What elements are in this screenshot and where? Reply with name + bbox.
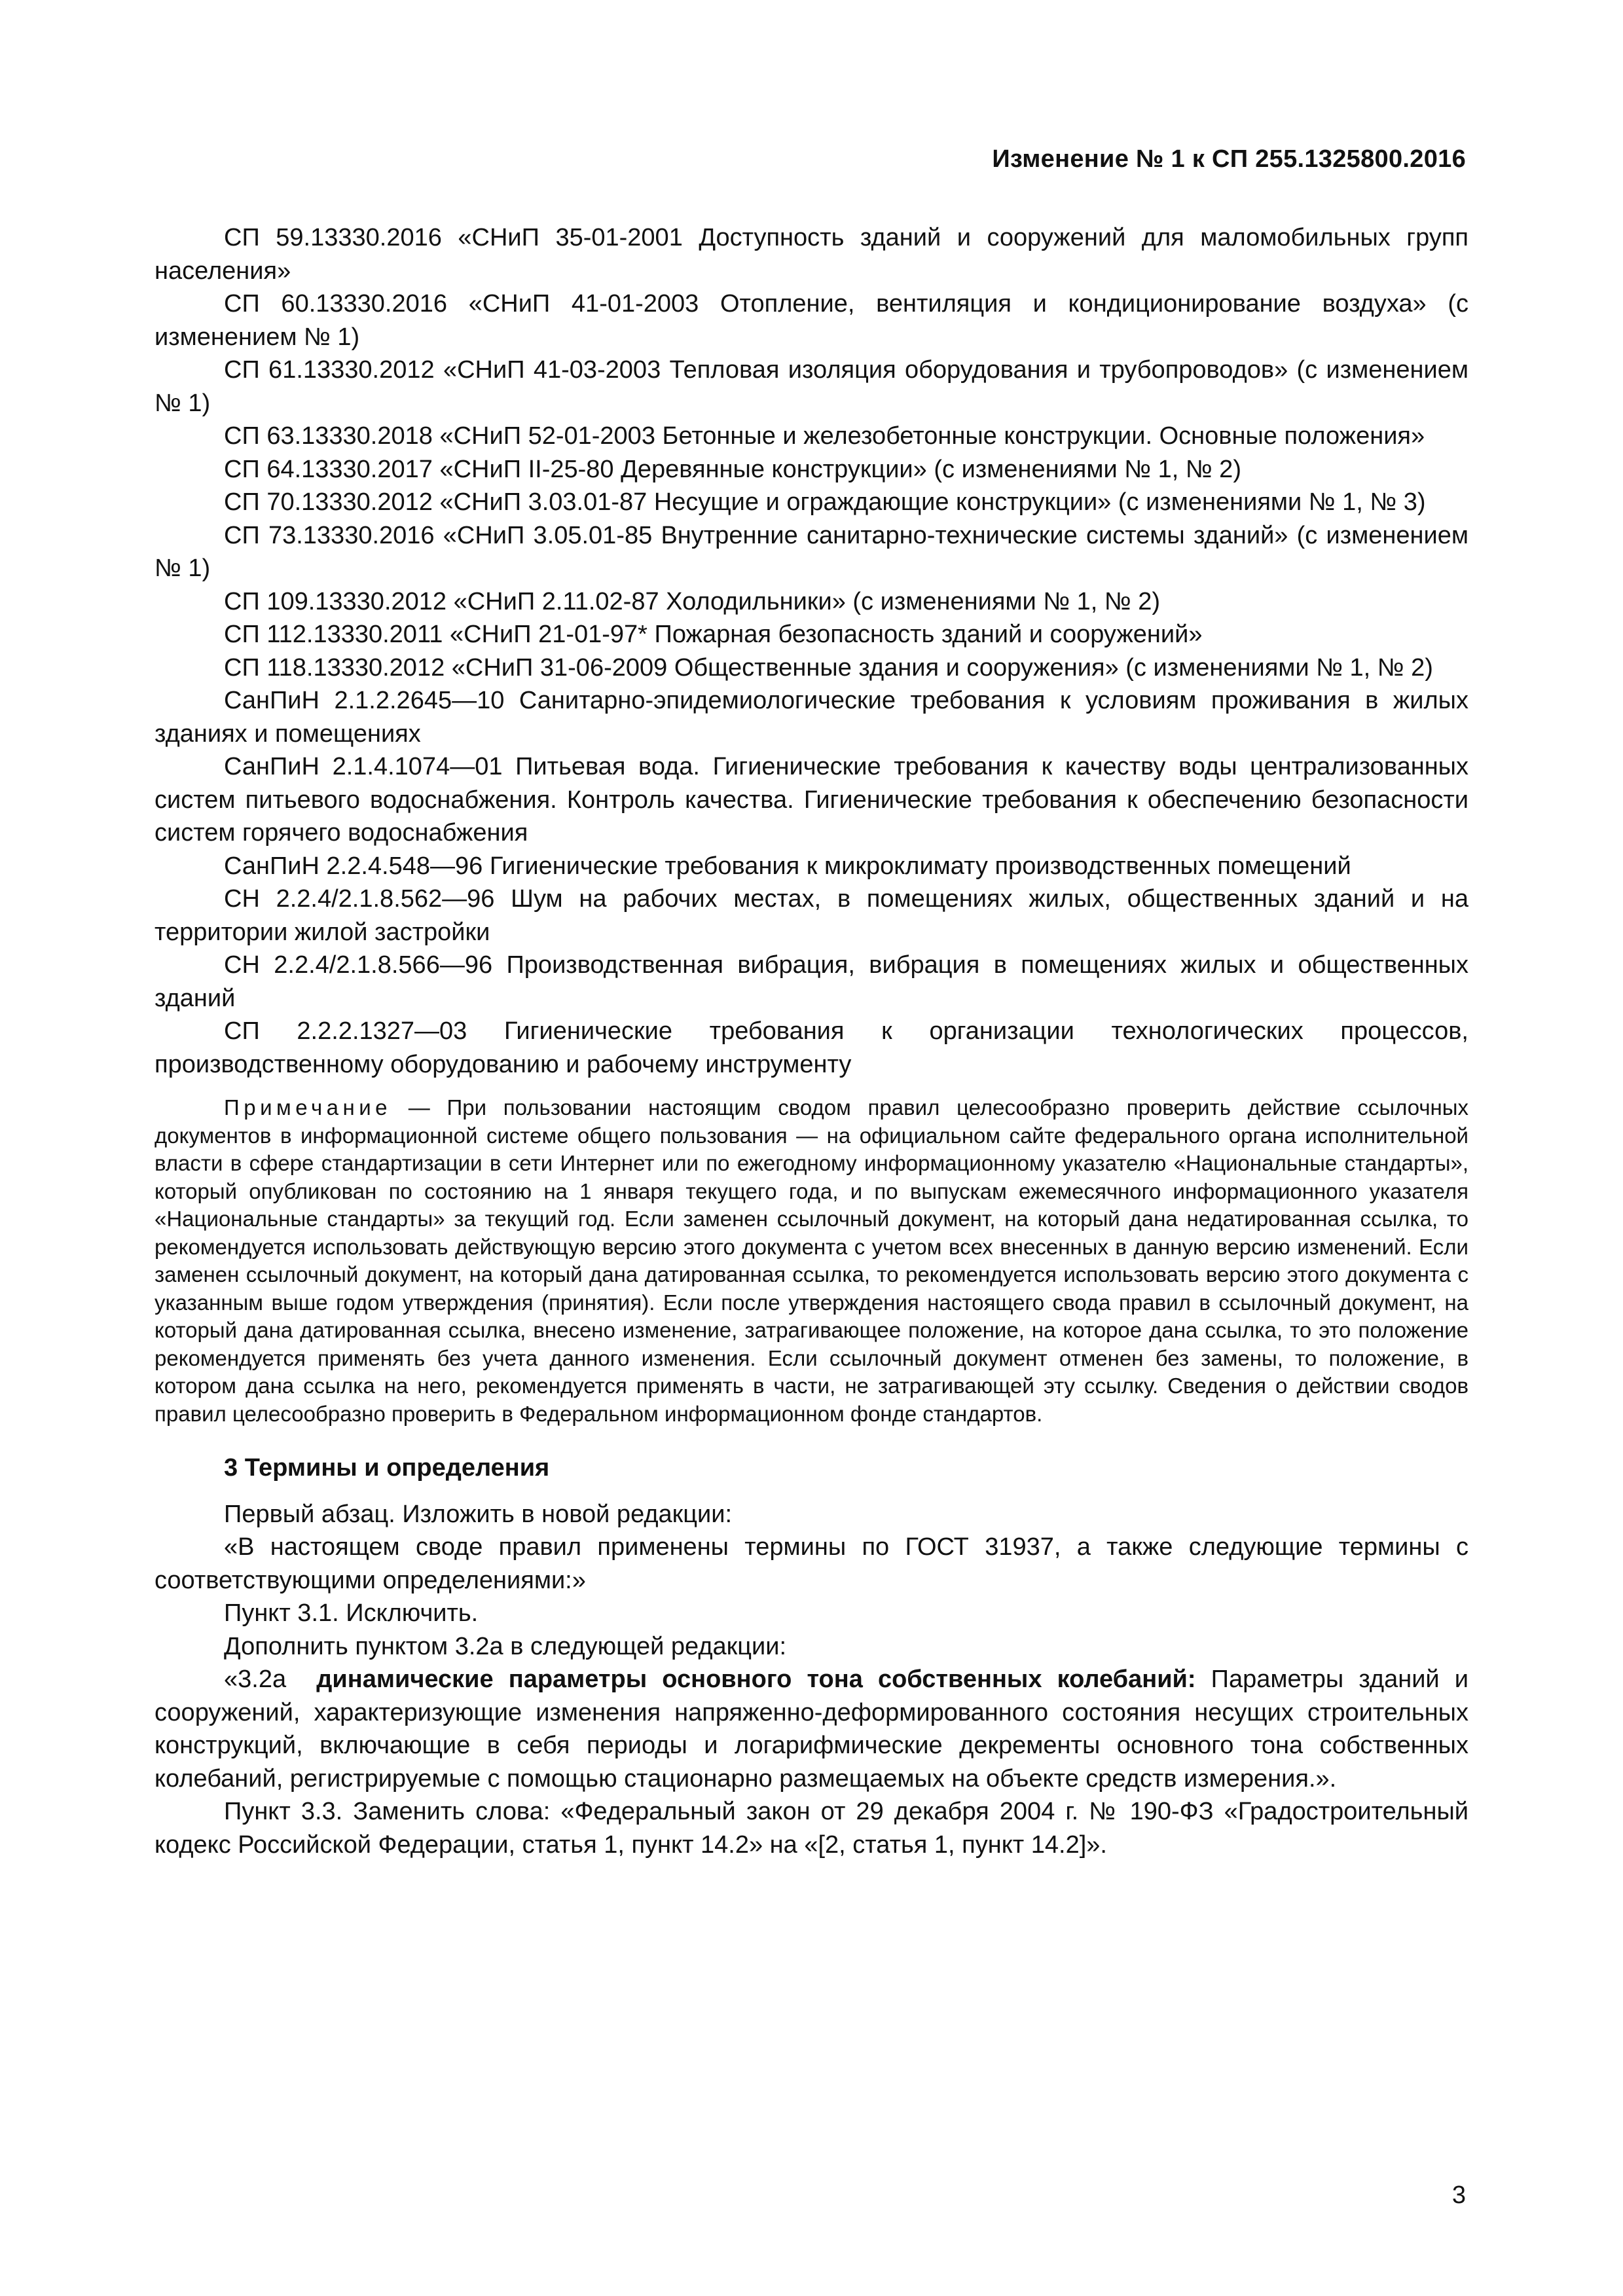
reference-item: СанПиН 2.1.2.2645—10 Санитарно-эпидемиологические требования к условиям проживания в жилых зданиях и помещениях: [155, 687, 1468, 748]
reference-item: СП 2.2.2.1327—03 Гигиенические требования к организации технологических процессов, производственному оборудованию и рабочему инструменту: [155, 1017, 1468, 1078]
reference-item: СН 2.2.4/2.1.8.566—96 Производственная вибрация, вибрация в помещениях жилых и общественных зданий: [155, 951, 1468, 1012]
reference-item: СП 112.13330.2011 «СНиП 21-01-97* Пожарная безопасность зданий и сооружений»: [224, 621, 1203, 648]
reference-item: СП 61.13330.2012 «СНиП 41-03-2003 Тепловая изоляция оборудования и трубопроводов» (с изменением № 1): [155, 356, 1468, 417]
reference-item: СП 70.13330.2012 «СНиП 3.03.01-87 Несущие и ограждающие конструкции» (с изменениями № 1, № 3): [224, 488, 1426, 516]
paragraph: «В настоящем своде правил применены термины по ГОСТ 31937, а также следующие термины с соответствующими определениями:»: [155, 1533, 1468, 1594]
paragraph: Пункт 3.1. Исключить.: [224, 1599, 479, 1627]
term-definition: Параметры зданий и сооружений, характеризующие изменения напряженно-деформированного состояния несущих строительных конструкций, включающие в себя периоды и логарифмические декременты основного тона собственных колебаний, регистрируемые с помощью стационарно размещаемых на объекте средств измерения.».: [155, 1666, 1468, 1793]
reference-item: СП 60.13330.2016 «СНиП 41-01-2003 Отопление, вентиляция и кондиционирование воздуха» (с изменением № 1): [155, 290, 1468, 351]
term-definition-paragraph: [155, 1663, 1468, 1795]
term-name: динамические параметры основного тона собственных колебаний:: [316, 1666, 1196, 1693]
paragraph: Пункт 3.3. Заменить слова: «Федеральный закон от 29 декабря 2004 г. № 190-ФЗ «Градостроительный кодекс Российской Федерации, статья 1, пункт 14.2» на «[2, статья 1, пункт 14.2]».: [155, 1798, 1468, 1859]
term-number: «3.2а: [224, 1666, 287, 1693]
document-body: [155, 221, 1468, 1861]
reference-item: СанПиН 2.2.4.548—96 Гигиенические требования к микроклимату производственных помещений: [224, 852, 1351, 880]
note-label: Примечание: [224, 1095, 392, 1120]
reference-item: СП 64.13330.2017 «СНиП II-25-80 Деревянные конструкции» (с изменениями № 1, № 2): [224, 455, 1241, 483]
reference-item: СП 118.13330.2012 «СНиП 31-06-2009 Общественные здания и сооружения» (с изменениями № 1, № 2): [224, 653, 1433, 682]
note-paragraph: [155, 1094, 1468, 1428]
paragraph: Дополнить пунктом 3.2а в следующей редакции:: [224, 1632, 787, 1660]
section-heading: 3 Термины и определения: [224, 1454, 550, 1482]
page-number: 3: [1451, 2181, 1466, 2209]
reference-item: СП 59.13330.2016 «СНиП 35-01-2001 Доступность зданий и сооружений для маломобильных групп населения»: [155, 224, 1468, 285]
reference-item: СанПиН 2.1.4.1074—01 Питьевая вода. Гигиенические требования к качеству воды централизованных систем питьевого водоснабжения. Контроль качества. Гигиенические требования к обеспечению безопасности систем горячего водоснабжения: [155, 753, 1468, 847]
reference-item: СН 2.2.4/2.1.8.562—96 Шум на рабочих местах, в помещениях жилых, общественных зданий и на территории жилой застройки: [155, 885, 1468, 946]
page-header: Изменение № 1 к СП 255.1325800.2016: [992, 145, 1466, 173]
reference-item: СП 73.13330.2016 «СНиП 3.05.01-85 Внутренние санитарно-технические системы зданий» (с изменением № 1): [155, 521, 1468, 582]
reference-item: СП 109.13330.2012 «СНиП 2.11.02-87 Холодильники» (с изменениями № 1, № 2): [224, 587, 1161, 615]
reference-item: СП 63.13330.2018 «СНиП 52-01-2003 Бетонные и железобетонные конструкции. Основные положения»: [224, 422, 1425, 450]
note-text: — При пользовании настоящим сводом правил целесообразно проверить действие ссылочных документов в информационной системе общего пользования — на официальном сайте федерального органа исполнительной власти в сфере стандартизации в сети Интернет или по ежегодному информационному указателю «Национальные стандарты», который опубликован по состоянию на 1 января текущего года, и по выпускам ежемесячного информационного указателя «Национальные стандарты» за текущий год. Если заменен ссылочный документ, на который дана недатированная ссылка, то рекомендуется использовать действующую версию этого документа с учетом всех внесенных в данную версию изменений. Если заменен ссылочный документ, на который дана датированная ссылка, то рекомендуется использовать версию этого документа с указанным выше годом утверждения (принятия). Если после утверждения настоящего свода правил в ссылочный документ, на который дана датированная ссылка, внесено изменение, затрагивающее положение, на которое дана ссылка, то это положение рекомендуется применять без учета данного изменения. Если ссылочный документ отменен без замены, то положение, в котором дана ссылка на него, рекомендуется применять в части, не затрагивающей эту ссылку. Сведения о действии сводов правил целесообразно проверить в Федеральном информационном фонде стандартов.: [155, 1095, 1468, 1426]
paragraph: Первый абзац. Изложить в новой редакции:: [224, 1500, 733, 1528]
